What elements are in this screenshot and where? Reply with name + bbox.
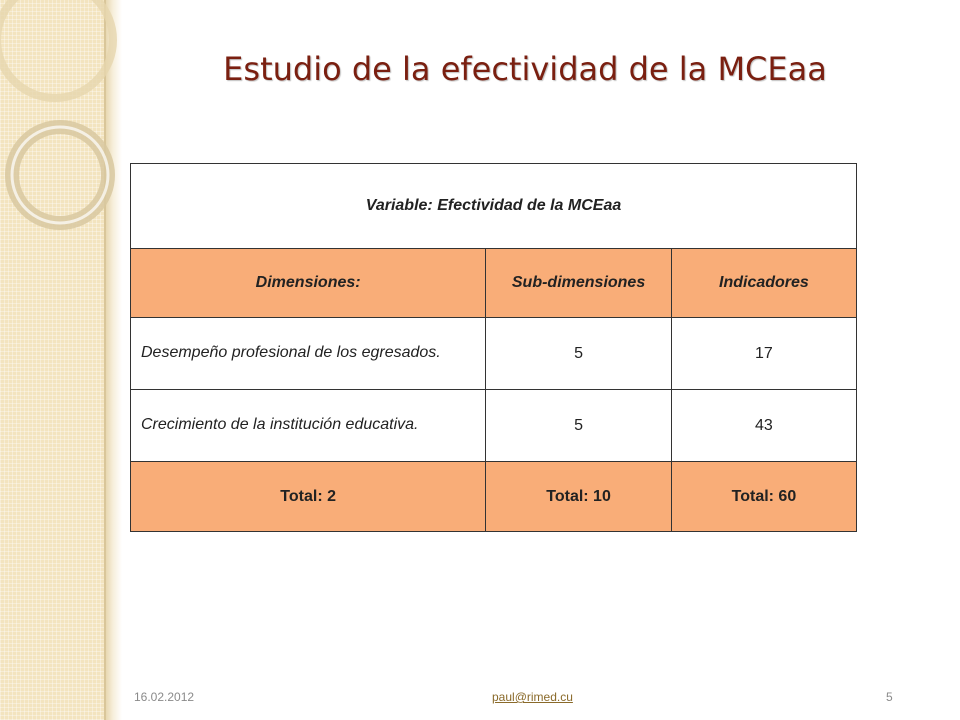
total-subdimensions: Total: 10 bbox=[486, 462, 672, 532]
dimension-cell: Crecimiento de la institución educativa. bbox=[131, 390, 486, 462]
variable-header: Variable: Efectividad de la MCEaa bbox=[131, 164, 857, 249]
footer-email-link[interactable]: paul@rimed.cu bbox=[492, 690, 573, 704]
indicators-cell: 17 bbox=[671, 318, 856, 390]
column-header-subdimensiones: Sub-dimensiones bbox=[486, 249, 672, 318]
table-row bbox=[131, 318, 857, 390]
indicators-cell: 43 bbox=[671, 390, 856, 462]
totals-row bbox=[131, 462, 857, 532]
table-row bbox=[131, 390, 857, 462]
subdimensions-cell: 5 bbox=[486, 318, 672, 390]
column-header-indicadores: Indicadores bbox=[671, 249, 856, 318]
total-dimensions: Total: 2 bbox=[131, 462, 486, 532]
subdimensions-cell: 5 bbox=[486, 390, 672, 462]
effectiveness-table bbox=[130, 163, 857, 532]
slide-title: Estudio de la efectividad de la MCEaa bbox=[223, 50, 827, 88]
footer-date: 16.02.2012 bbox=[134, 690, 195, 704]
page-number: 5 bbox=[886, 690, 893, 704]
column-header-dimensiones: Dimensiones: bbox=[131, 249, 486, 318]
total-indicators: Total: 60 bbox=[671, 462, 856, 532]
dimension-cell: Desempeño profesional de los egresados. bbox=[131, 318, 486, 390]
